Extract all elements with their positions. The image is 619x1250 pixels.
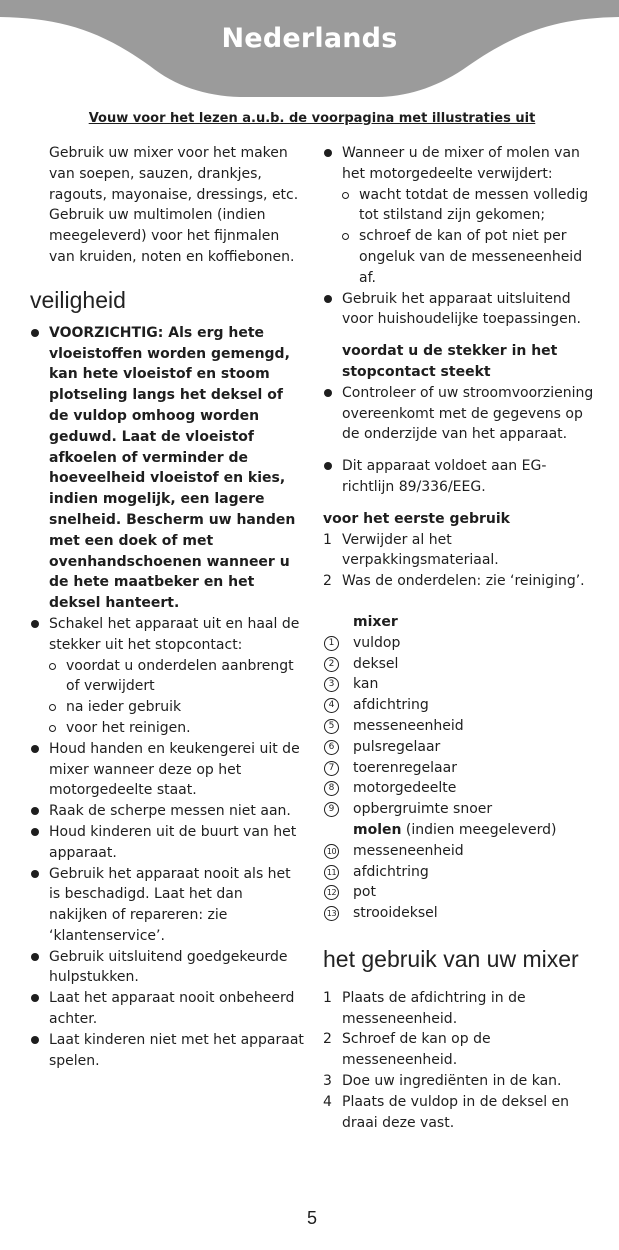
left-column <box>30 143 305 1071</box>
safety-bullet: Raak de scherpe messen niet aan. <box>30 801 305 822</box>
part-label: toerenregelaar <box>353 759 457 776</box>
warning-bullet: VOORZICHTIG: Als erg hete vloeistoffen worden gemengd, kan hete vloeistof en stoom plotseling langs het deksel of de vuldop omhoog worden geduwd. Laat de vloeistof afkoelen of verminder de hoeveelheid vloeistof en kies, indien mogelijk, een lagere snelheid. Bescherm uw handen met een doek of met ovenhandschoenen wanneer u de hete maatbeker en het deksel hanteert. <box>30 323 305 614</box>
part-item <box>323 716 598 737</box>
safety-bullet: Gebruik het apparaat nooit als het is beschadigd. Laat het dan nakijken of repareren: zie ‘klantenservice’. <box>30 864 305 947</box>
safety-heading: veiligheid <box>30 286 126 313</box>
step-text: Verwijder al het verpakkingsmateriaal. <box>342 531 499 569</box>
first-use-step <box>323 571 598 592</box>
step-text: Schroef de kan op de messeneenheid. <box>342 1031 491 1069</box>
part-label: afdichtring <box>353 863 429 880</box>
part-label: vuldop <box>353 634 401 651</box>
part-number: 7 <box>324 761 339 776</box>
header-title: Nederlands <box>221 23 398 54</box>
remove-sub-item: wacht totdat de messen volledig tot stilstand zijn gekomen; <box>323 185 598 227</box>
safety-bullet: Houd handen en keukengerei uit de mixer wanneer deze op het motorgedeelte staat. <box>30 739 305 801</box>
usage-step <box>323 1029 598 1071</box>
part-number: 13 <box>324 906 339 921</box>
plug-bullet: Dit apparaat voldoet aan EG-richtlijn 89/336/EEG. <box>323 456 598 498</box>
part-number: 9 <box>324 802 339 817</box>
right-column <box>323 143 598 1133</box>
part-label: messeneenheid <box>353 842 464 859</box>
part-label: motorgedeelte <box>353 780 457 797</box>
part-number: 10 <box>324 844 339 859</box>
part-number: 8 <box>324 781 339 796</box>
safety-bullet: Laat kinderen niet met het apparaat spelen. <box>30 1030 305 1072</box>
plug-heading: voordat u de stekker in het stopcontact steekt <box>342 343 558 380</box>
part-item <box>323 758 598 779</box>
part-number: 2 <box>324 657 339 672</box>
usage-steps-list <box>323 988 598 1134</box>
mixer-heading: mixer <box>353 613 398 630</box>
unplug-sub-item: voordat u onderdelen aanbrengt of verwijdert <box>30 656 305 698</box>
fold-out-instruction: Vouw voor het lezen a.u.b. de voorpagina met illustraties uit <box>88 111 536 126</box>
unplug-sub-item: na ieder gebruik <box>30 697 305 718</box>
step-number: 3 <box>323 1073 332 1090</box>
part-item <box>323 654 598 675</box>
part-label: pot <box>353 884 376 901</box>
part-number: 5 <box>324 719 339 734</box>
safety-bullet: Laat het apparaat nooit onbeheerd achter. <box>30 988 305 1030</box>
part-item <box>323 882 598 903</box>
first-use-heading: voor het eerste gebruik <box>323 510 510 527</box>
part-item <box>323 778 598 799</box>
usage-step <box>323 988 598 1030</box>
part-item <box>323 674 598 695</box>
mill-heading: molen <box>353 821 402 838</box>
mill-heading-line <box>323 820 598 841</box>
usage-step <box>323 1092 598 1134</box>
part-item <box>323 841 598 862</box>
part-label: messeneenheid <box>353 717 464 734</box>
part-number: 11 <box>324 865 339 880</box>
part-number: 12 <box>324 885 339 900</box>
step-number: 1 <box>323 531 332 548</box>
usage-step <box>323 1071 598 1092</box>
step-text: Plaats de vuldop in de deksel en draai deze vast. <box>342 1093 570 1131</box>
part-item <box>323 737 598 758</box>
plug-bullet: Controleer of uw stroomvoorziening overeenkomt met de gegevens op de onderzijde van het apparaat. <box>323 383 598 445</box>
intro-paragraph: Gebruik uw mixer voor het maken van soepen, sauzen, drankjes, ragouts, mayonaise, dressings, etc. Gebruik uw multimolen (indien meegeleverd) voor het fijnmalen van kruiden, noten en koffiebonen. <box>49 145 299 265</box>
step-text: Was de onderdelen: zie ‘reiniging’. <box>342 573 585 590</box>
part-number: 6 <box>324 740 339 755</box>
step-text: Doe uw ingrediënten in de kan. <box>342 1073 562 1090</box>
usage-heading: het gebruik van uw mixer <box>323 945 579 972</box>
part-label: afdichtring <box>353 697 429 714</box>
part-label: deksel <box>353 655 399 672</box>
part-label: pulsregelaar <box>353 738 441 755</box>
first-use-step <box>323 530 598 572</box>
part-item <box>323 862 598 883</box>
part-label: opbergruimte snoer <box>353 801 493 818</box>
part-item <box>323 695 598 716</box>
step-number: 2 <box>323 573 332 590</box>
step-number: 4 <box>323 1093 332 1110</box>
part-number: 3 <box>324 677 339 692</box>
part-number: 4 <box>324 698 339 713</box>
household-bullet: Gebruik het apparaat uitsluitend voor huishoudelijke toepassingen. <box>323 289 598 331</box>
remove-bullet: Wanneer u de mixer of molen van het motorgedeelte verwijdert: <box>323 143 598 185</box>
step-number: 1 <box>323 989 332 1006</box>
part-item <box>323 633 598 654</box>
page-number: 5 <box>306 1208 317 1228</box>
part-label: strooideksel <box>353 905 438 922</box>
part-item <box>323 903 598 924</box>
safety-bullet: Houd kinderen uit de buurt van het apparaat. <box>30 822 305 864</box>
part-item <box>323 799 598 820</box>
step-number: 2 <box>323 1031 332 1048</box>
part-label: kan <box>353 676 379 693</box>
mixer-parts-list <box>323 633 598 820</box>
unplug-sub-item: voor het reinigen. <box>30 718 305 739</box>
unplug-bullet: Schakel het apparaat uit en haal de stekker uit het stopcontact: <box>30 614 305 656</box>
mill-note: (indien meegeleverd) <box>405 821 557 838</box>
mill-parts-list <box>323 841 598 924</box>
part-number: 1 <box>324 636 339 651</box>
remove-sub-item: schroef de kan of pot niet per ongeluk van de messeneenheid af. <box>323 226 598 288</box>
safety-bullet: Gebruik uitsluitend goedgekeurde hulpstukken. <box>30 947 305 989</box>
step-text: Plaats de afdichtring in de messeneenheid. <box>342 989 526 1027</box>
